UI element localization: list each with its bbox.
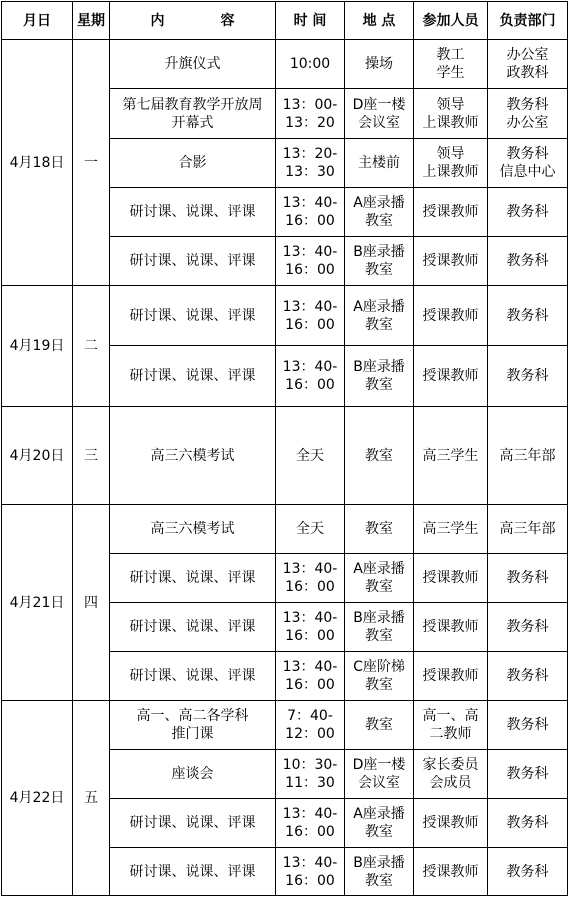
dept-cell: 高三年部 [488, 407, 568, 505]
dept-cell: 教务科 [488, 652, 568, 701]
header-row [2, 2, 568, 40]
people-cell: 高三学生 [414, 505, 488, 554]
place-cell: 操场 [345, 40, 414, 89]
time-cell: 全天 [276, 407, 345, 505]
people-cell: 教工 学生 [414, 40, 488, 89]
table-row [2, 701, 568, 750]
dept-cell: 教务科 [488, 188, 568, 237]
content-cell: 研讨课、说课、评课 [110, 188, 276, 237]
time-cell: 13：40- 16：00 [276, 799, 345, 848]
schedule-table [1, 1, 568, 896]
date-cell: 4月19日 [2, 286, 73, 407]
time-cell: 13：40- 16：00 [276, 237, 345, 286]
time-cell: 13：40- 16：00 [276, 603, 345, 652]
content-cell: 研讨课、说课、评课 [110, 346, 276, 407]
place-cell: 主楼前 [345, 139, 414, 188]
content-cell: 研讨课、说课、评课 [110, 237, 276, 286]
people-cell: 授课教师 [414, 603, 488, 652]
dept-cell: 教务科 [488, 701, 568, 750]
content-cell: 研讨课、说课、评课 [110, 554, 276, 603]
time-cell: 13：40- 16：00 [276, 346, 345, 407]
time-cell: 13：00- 13：20 [276, 89, 345, 139]
weekday-cell: 一 [73, 40, 110, 286]
place-cell: A座录播 教室 [345, 188, 414, 237]
place-cell: C座阶梯 教室 [345, 652, 414, 701]
time-cell: 10:00 [276, 40, 345, 89]
people-cell: 领导 上课教师 [414, 139, 488, 188]
people-cell: 授课教师 [414, 652, 488, 701]
weekday-cell: 五 [73, 701, 110, 896]
people-cell: 领导 上课教师 [414, 89, 488, 139]
date-cell: 4月21日 [2, 505, 73, 701]
dept-cell: 教务科 [488, 346, 568, 407]
people-cell: 高一、高 二教师 [414, 701, 488, 750]
header-dept: 负责部门 [488, 2, 568, 40]
header-time: 时 间 [276, 2, 345, 40]
dept-cell: 教务科 [488, 237, 568, 286]
place-cell: 教室 [345, 505, 414, 554]
people-cell: 高三学生 [414, 407, 488, 505]
place-cell: 教室 [345, 407, 414, 505]
content-cell: 研讨课、说课、评课 [110, 652, 276, 701]
content-cell: 高三六模考试 [110, 505, 276, 554]
place-cell: A座录播 教室 [345, 286, 414, 346]
people-cell: 授课教师 [414, 346, 488, 407]
table-row [2, 286, 568, 346]
content-cell: 研讨课、说课、评课 [110, 286, 276, 346]
dept-cell: 办公室 政教科 [488, 40, 568, 89]
place-cell: 教室 [345, 701, 414, 750]
content-cell: 高一、高二各学科 推门课 [110, 701, 276, 750]
date-cell: 4月18日 [2, 40, 73, 286]
time-cell: 13：40- 16：00 [276, 188, 345, 237]
people-cell: 授课教师 [414, 188, 488, 237]
dept-cell: 教务科 [488, 603, 568, 652]
header-place: 地 点 [345, 2, 414, 40]
dept-cell: 教务科 [488, 554, 568, 603]
people-cell: 授课教师 [414, 237, 488, 286]
content-cell: 合影 [110, 139, 276, 188]
dept-cell: 教务科 [488, 848, 568, 896]
place-cell: A座录播 教室 [345, 799, 414, 848]
content-cell: 高三六模考试 [110, 407, 276, 505]
place-cell: B座录播 教室 [345, 237, 414, 286]
table-row [2, 407, 568, 505]
time-cell: 13：40- 16：00 [276, 554, 345, 603]
table-row [2, 40, 568, 89]
place-cell: B座录播 教室 [345, 603, 414, 652]
weekday-cell: 二 [73, 286, 110, 407]
dept-cell: 高三年部 [488, 505, 568, 554]
date-cell: 4月20日 [2, 407, 73, 505]
dept-cell: 教务科 [488, 750, 568, 799]
place-cell: B座录播 教室 [345, 848, 414, 896]
time-cell: 13：20- 13：30 [276, 139, 345, 188]
dept-cell: 教务科 信息中心 [488, 139, 568, 188]
content-cell: 升旗仪式 [110, 40, 276, 89]
content-cell: 研讨课、说课、评课 [110, 603, 276, 652]
table-row [2, 505, 568, 554]
date-cell: 4月22日 [2, 701, 73, 896]
people-cell: 授课教师 [414, 848, 488, 896]
people-cell: 授课教师 [414, 554, 488, 603]
time-cell: 13：40- 16：00 [276, 286, 345, 346]
header-content: 内 容 [110, 2, 276, 40]
time-cell: 10：30- 11：30 [276, 750, 345, 799]
people-cell: 授课教师 [414, 799, 488, 848]
time-cell: 全天 [276, 505, 345, 554]
content-cell: 座谈会 [110, 750, 276, 799]
place-cell: D座一楼 会议室 [345, 750, 414, 799]
place-cell: D座一楼 会议室 [345, 89, 414, 139]
dept-cell: 教务科 办公室 [488, 89, 568, 139]
content-cell: 第七届教育教学开放周 开幕式 [110, 89, 276, 139]
time-cell: 13：40- 16：00 [276, 652, 345, 701]
content-cell: 研讨课、说课、评课 [110, 848, 276, 896]
content-cell: 研讨课、说课、评课 [110, 799, 276, 848]
weekday-cell: 三 [73, 407, 110, 505]
people-cell: 家长委员 会成员 [414, 750, 488, 799]
place-cell: A座录播 教室 [345, 554, 414, 603]
time-cell: 7：40- 12：00 [276, 701, 345, 750]
header-weekday: 星期 [73, 2, 110, 40]
place-cell: B座录播 教室 [345, 346, 414, 407]
dept-cell: 教务科 [488, 799, 568, 848]
weekday-cell: 四 [73, 505, 110, 701]
header-date: 月日 [2, 2, 73, 40]
people-cell: 授课教师 [414, 286, 488, 346]
dept-cell: 教务科 [488, 286, 568, 346]
header-people: 参加人员 [414, 2, 488, 40]
time-cell: 13：40- 16：00 [276, 848, 345, 896]
